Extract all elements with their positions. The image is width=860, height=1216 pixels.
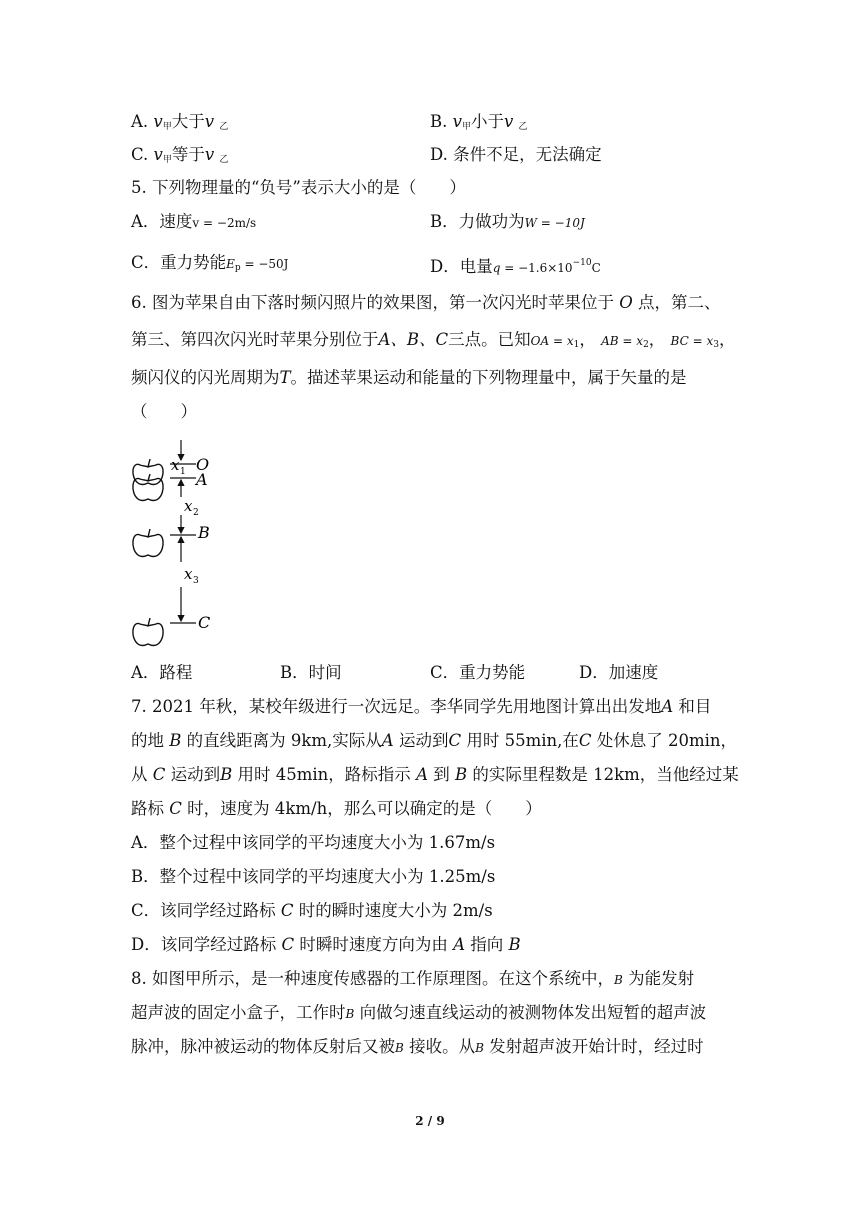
q8-line-2: 超声波的固定小盒子，工作时B 向做匀速直线运动的被测物体发出短暂的超声波 (131, 1003, 707, 1022)
label-a: A (196, 470, 208, 489)
q8-line-3: 脉冲，脉冲被运动的物体反射后又被B 接收。从B 发射超声波开始计时，经过时 (131, 1037, 704, 1056)
q8-line-1: 8. 如图甲所示，是一种速度传感器的工作原理图。在这个系统中，B 为能发射 (131, 969, 695, 988)
q5-option-c[interactable]: C．重力势能$E_p = -50J$ (131, 253, 289, 273)
q5-stem: 5. 下列物理量的“负号”表示大小的是（ ） (131, 178, 466, 197)
q4-option-a[interactable]: A. $v_甲$大于v $_乙$ (131, 112, 229, 132)
label-x1-sub: 1 (180, 467, 186, 477)
q6-line-1: 6. 图为苹果自由下落时频闪照片的效果图，第一次闪光时苹果位于 O 点，第二、 (131, 293, 721, 312)
q5-option-a[interactable]: A．速度v = −2m/s (131, 212, 257, 231)
q7-option-c[interactable]: C．该同学经过路标 C 时的瞬时速度大小为 2m/s (131, 901, 493, 920)
q7-line-1: 7. 2021 年秋，某校年级进行一次远足。李华同学先用地图计算出出发地A 和目 (131, 697, 712, 716)
q6-line-4: （ ） (131, 402, 197, 421)
q4-option-b[interactable]: B. $v_甲$小于v $_乙$ (430, 112, 528, 132)
q7-option-a[interactable]: A．整个过程中该同学的平均速度大小为 1.67m/s (131, 833, 496, 852)
q6-option-a[interactable]: A．路程 (131, 663, 193, 682)
label-o: O (196, 455, 210, 474)
q7-option-d[interactable]: D．该同学经过路标 C 时瞬时速度方向为由 A 指向 B (131, 935, 521, 954)
label-x: x (171, 456, 180, 474)
q7-line-4: 路标 C 时，速度为 4km/h，那么可以确定的是（ ） (131, 799, 542, 818)
page-number: 2 / 9 (415, 1114, 445, 1128)
label-c: C (198, 613, 211, 632)
q6-option-c[interactable]: C．重力势能 (430, 663, 526, 682)
q6-line-3: 频闪仪的闪光周期为T。描述苹果运动和能量的下列物理量中，属于矢量的是 (131, 368, 687, 387)
apple-icon (133, 618, 163, 646)
label-b: B (198, 523, 210, 542)
q7-line-2: 的地 B 的直线距离为 9km,实际从A 运动到C 用时 55min,在C 处休息了 20min， (131, 731, 738, 750)
apple-free-fall-figure (128, 437, 228, 652)
q6-option-b[interactable]: B．时间 (280, 663, 342, 682)
q7-line-3: 从 C 运动到B 用时 45min，路标指示 A 到 B 的实际里程数是 12km，当他经过某 (131, 765, 739, 784)
label-x: x (184, 497, 193, 515)
q5-option-d[interactable]: D．电量$q = -1.6\times 10^{-10}C$ (430, 257, 601, 276)
label-x: x (184, 565, 193, 583)
q4-option-d[interactable]: D. 条件不足，无法确定 (430, 145, 602, 164)
q4-option-c[interactable]: C. $v_甲$等于v $_乙$ (131, 145, 229, 165)
q7-option-b[interactable]: B．整个过程中该同学的平均速度大小为 1.25m/s (131, 867, 496, 886)
apple-icon (133, 529, 163, 557)
apple-icon (133, 474, 163, 501)
label-x2-sub: 2 (193, 508, 199, 518)
q6-option-d[interactable]: D．加速度 (579, 663, 659, 682)
q6-line-2: 第三、第四次闪光时苹果分别位于A、B、C三点。已知OA = $x_1$， AB = $x_2$， BC = $x_3$， (131, 330, 736, 350)
label-x3-sub: 3 (193, 576, 199, 586)
q5-option-b[interactable]: B．力做功为W = −10J (430, 212, 585, 231)
